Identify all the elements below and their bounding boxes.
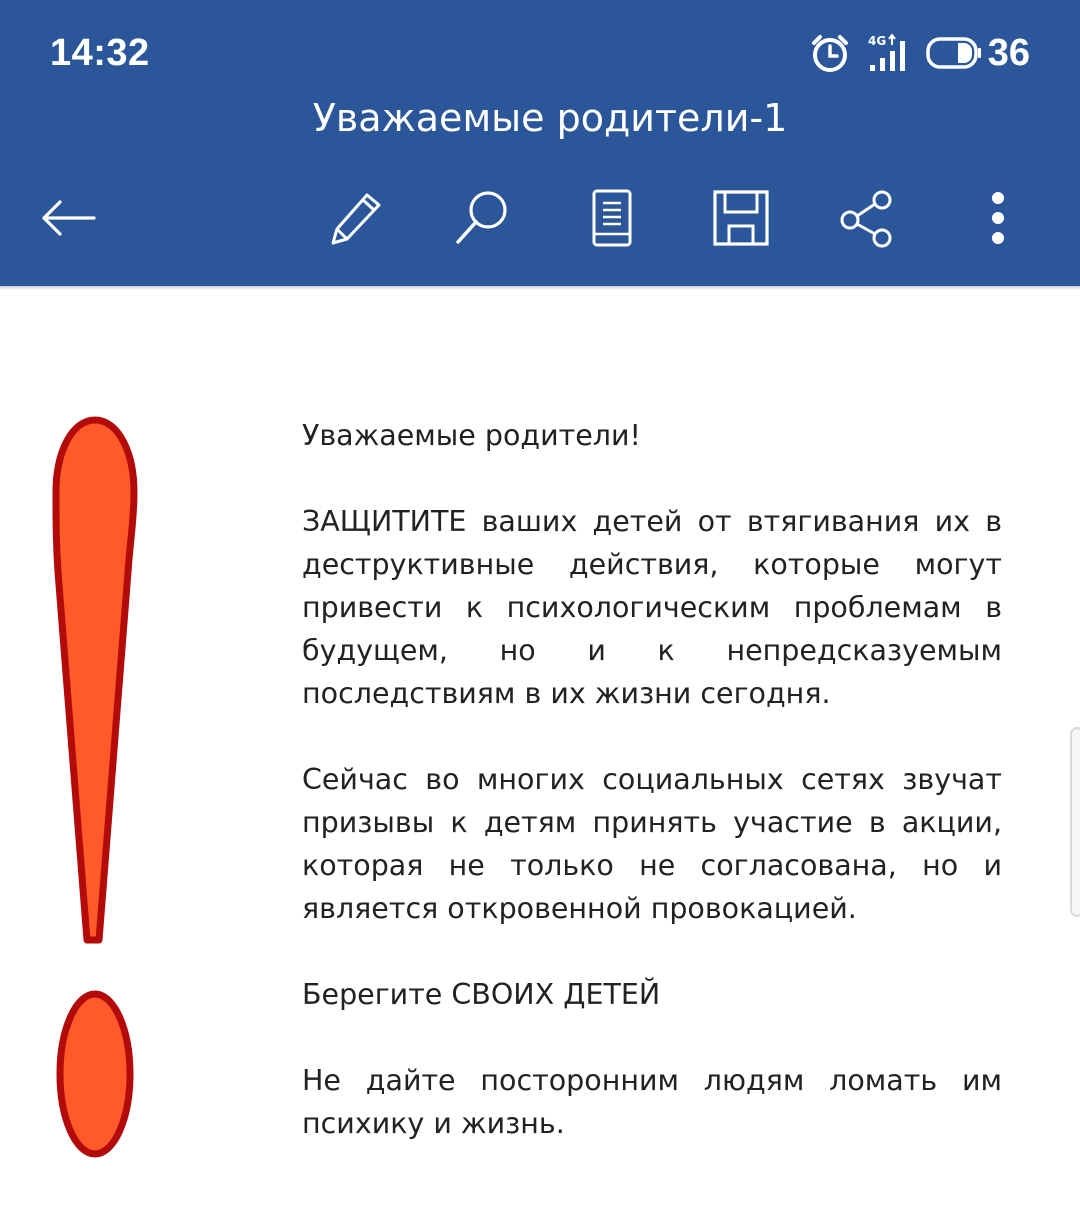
status-icons	[808, 30, 1030, 76]
app-bar	[0, 0, 1080, 286]
save-button[interactable]	[705, 182, 777, 254]
svg-text:4G: 4G	[867, 34, 886, 48]
save-icon	[711, 188, 771, 248]
signal-4g-icon	[866, 31, 914, 75]
document-paragraph-1: ЗАЩИТИТЕ ваших детей от втягивания их в деструктивные действия, которые могут привести к психологическим проблемам в будущем, но и к непредсказуемым последствиям в их жизни сегодня.	[302, 505, 1002, 710]
document-paragraph-2: Сейчас во многих социальных сетях звучат призывы к детям принять участие в акции, которая не только не согласована, но и является откровенной провокацией.	[302, 763, 1002, 925]
search-icon	[450, 186, 514, 250]
document-paragraph-3: Берегите СВОИХ ДЕТЕЙ	[302, 978, 661, 1011]
more-options-icon	[988, 188, 1008, 248]
status-time: 14:32	[50, 32, 150, 74]
exclamation-mark-graphic	[50, 412, 140, 1172]
search-button[interactable]	[446, 182, 518, 254]
document-paragraph-4: Не дайте посторонним людям ломать им психику и жизнь.	[302, 1064, 1002, 1140]
scrollbar-thumb[interactable]	[1070, 727, 1080, 917]
battery-level: 36	[987, 31, 1030, 74]
share-icon	[838, 188, 898, 248]
back-button[interactable]	[32, 182, 104, 254]
mobile-view-icon	[590, 188, 634, 248]
document-title: Уважаемые родители-1	[312, 96, 788, 140]
back-arrow-icon	[38, 198, 98, 238]
battery-icon	[926, 36, 982, 70]
edit-button[interactable]	[318, 182, 390, 254]
mobile-view-button[interactable]	[576, 182, 648, 254]
edit-pencil-icon	[323, 187, 385, 249]
more-options-button[interactable]	[962, 182, 1034, 254]
document-body	[302, 414, 1002, 1188]
share-button[interactable]	[832, 182, 904, 254]
alarm-icon	[808, 31, 852, 75]
greeting-paragraph: Уважаемые родители!	[302, 419, 641, 452]
